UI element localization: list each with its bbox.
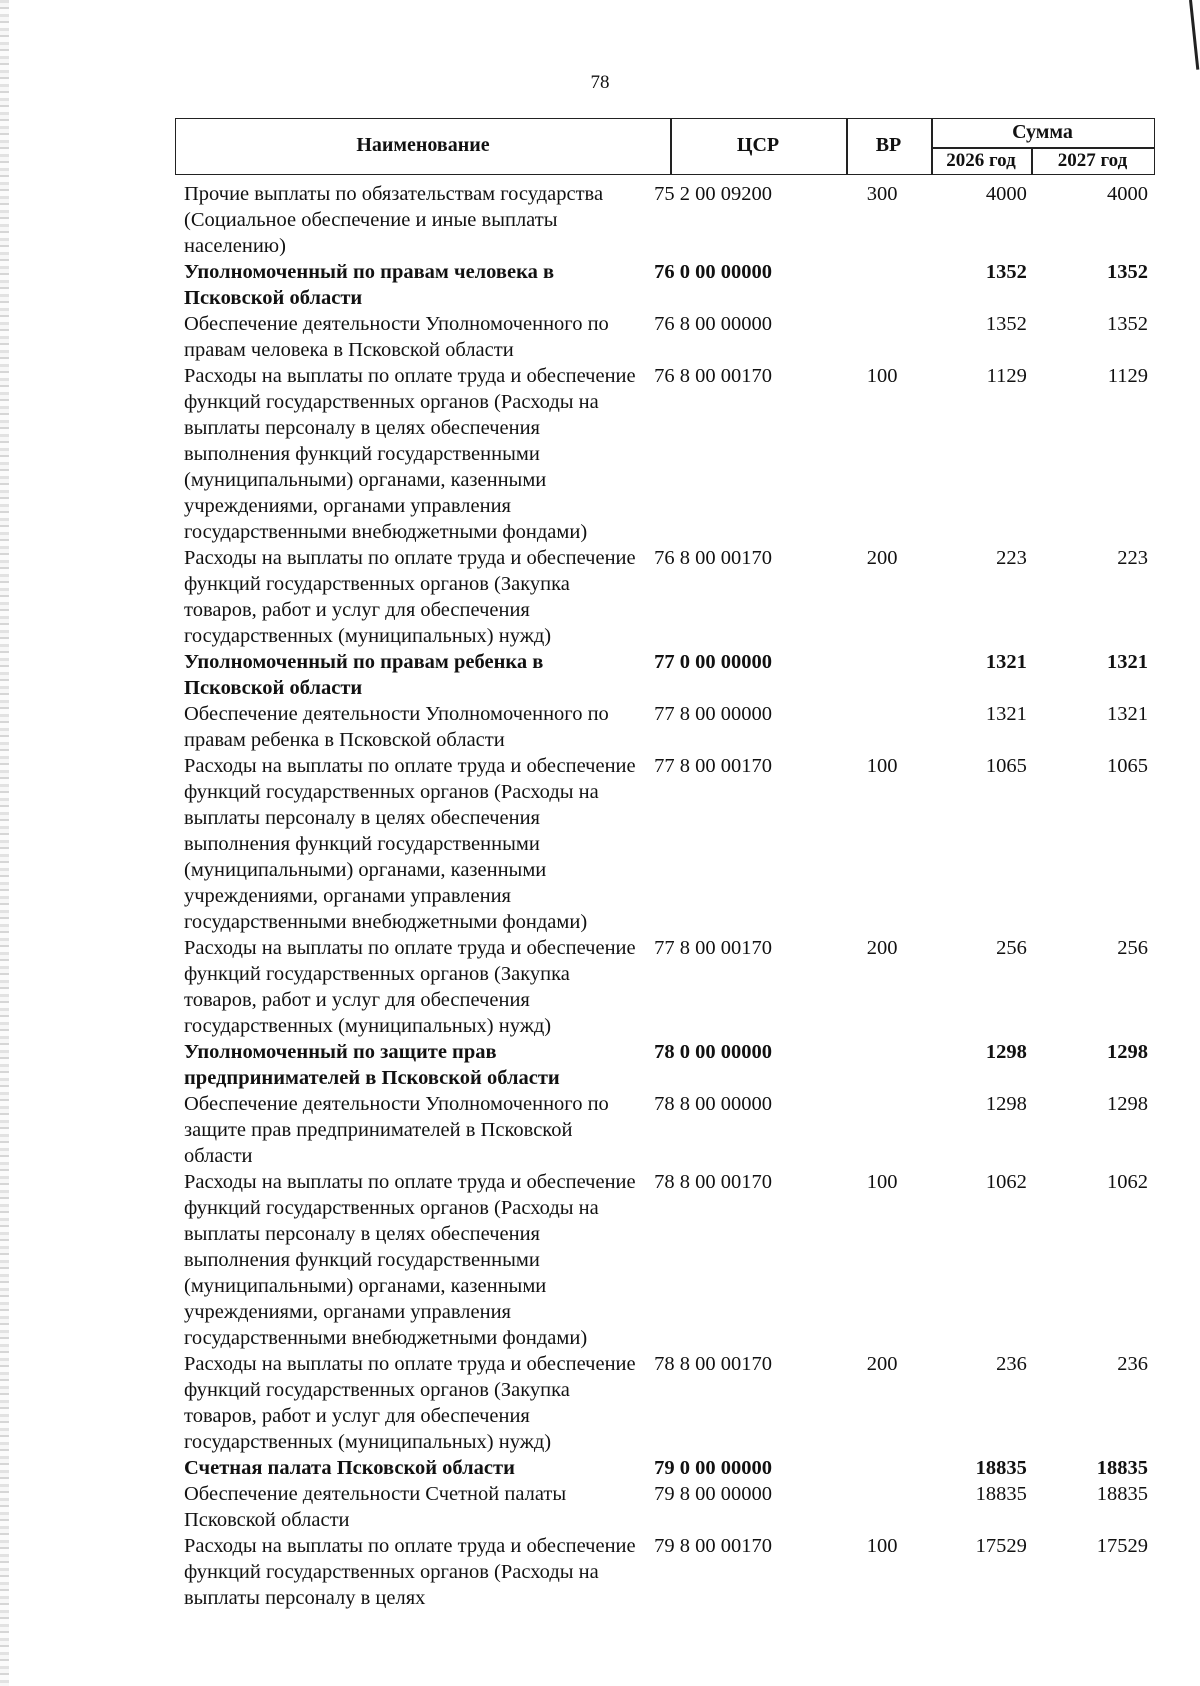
row-csr: 79 8 00 00170 bbox=[654, 1535, 772, 1557]
row-sum-2026: 18835 bbox=[975, 1457, 1027, 1479]
header-divider bbox=[931, 147, 1154, 149]
table-row bbox=[184, 311, 1148, 363]
row-csr: 76 8 00 00170 bbox=[654, 547, 772, 569]
row-csr: 76 0 00 00000 bbox=[654, 261, 772, 283]
row-sum-2027: 18835 bbox=[1096, 1457, 1148, 1479]
table-row bbox=[184, 753, 1148, 935]
row-csr: 78 8 00 00170 bbox=[654, 1353, 772, 1375]
row-csr: 79 0 00 00000 bbox=[654, 1457, 772, 1479]
table-row bbox=[184, 649, 1148, 701]
table-row bbox=[184, 1533, 1148, 1611]
row-vr: 200 bbox=[866, 547, 898, 569]
table-row bbox=[184, 363, 1148, 545]
row-sum-2026: 18835 bbox=[975, 1483, 1027, 1505]
row-sum-2027: 4000 bbox=[1107, 183, 1148, 205]
header-year-2026: 2026 год bbox=[946, 150, 1016, 171]
row-sum-2027: 1298 bbox=[1107, 1041, 1148, 1063]
header-year-2027: 2027 год bbox=[1057, 150, 1128, 171]
row-sum-2027: 1321 bbox=[1107, 651, 1148, 673]
row-sum-2026: 1352 bbox=[985, 313, 1027, 335]
row-name: Уполномоченный по защите прав предпринимателей в Псковской области bbox=[184, 1041, 560, 1089]
table-row bbox=[184, 701, 1148, 753]
table-header bbox=[175, 118, 1155, 175]
row-vr: 200 bbox=[866, 1353, 898, 1375]
row-name: Обеспечение деятельности Уполномоченного по правам человека в Псковской области bbox=[184, 313, 609, 361]
row-sum-2027: 1352 bbox=[1107, 261, 1148, 283]
row-name: Уполномоченный по правам человека в Псковской области bbox=[184, 261, 555, 309]
row-csr: 78 8 00 00170 bbox=[654, 1171, 772, 1193]
scan-edge-artifact bbox=[0, 0, 9, 1686]
row-vr: 100 bbox=[866, 755, 898, 777]
row-csr: 78 8 00 00000 bbox=[654, 1093, 772, 1115]
row-sum-2026: 223 bbox=[996, 547, 1027, 569]
page-number: 78 bbox=[590, 72, 610, 93]
row-name: Уполномоченный по правам ребенка в Псковской области bbox=[184, 651, 544, 699]
row-sum-2026: 1065 bbox=[985, 755, 1027, 777]
row-sum-2027: 18835 bbox=[1096, 1483, 1148, 1505]
row-csr: 77 8 00 00000 bbox=[654, 703, 772, 725]
row-sum-2026: 1321 bbox=[985, 703, 1027, 725]
row-csr: 79 8 00 00000 bbox=[654, 1483, 772, 1505]
row-sum-2026: 17529 bbox=[975, 1535, 1027, 1557]
header-sum: Сумма bbox=[1012, 121, 1073, 143]
budget-table-body bbox=[184, 181, 1148, 1611]
row-csr: 76 8 00 00170 bbox=[654, 365, 772, 387]
row-vr: 200 bbox=[866, 937, 898, 959]
row-name: Расходы на выплаты по оплате труда и обеспечение функций государственных органов (Расходы на выплаты персоналу в целях обеспечения выполнения функций государственными (муниципальными) органами, казенными учреждениями, органами управления государственными внебюджетными фондами) bbox=[184, 755, 636, 933]
scan-mark-artifact bbox=[1189, 0, 1199, 70]
row-csr: 75 2 00 09200 bbox=[654, 183, 772, 205]
table-row bbox=[184, 1481, 1148, 1533]
row-sum-2026: 1062 bbox=[985, 1171, 1027, 1193]
row-vr: 100 bbox=[866, 1171, 898, 1193]
row-sum-2026: 4000 bbox=[985, 183, 1027, 205]
table-row bbox=[184, 545, 1148, 649]
header-csr: ЦСР bbox=[736, 134, 780, 156]
table-row bbox=[184, 935, 1148, 1039]
row-sum-2026: 1321 bbox=[985, 651, 1027, 673]
table-row bbox=[184, 1351, 1148, 1455]
row-sum-2027: 223 bbox=[1117, 547, 1148, 569]
row-vr: 100 bbox=[866, 1535, 898, 1557]
table-row bbox=[184, 259, 1148, 311]
row-name: Расходы на выплаты по оплате труда и обеспечение функций государственных органов (Закупка товаров, работ и услуг для обеспечения государственных (муниципальных) нужд) bbox=[184, 547, 636, 647]
row-vr: 300 bbox=[866, 183, 898, 205]
row-sum-2027: 1352 bbox=[1107, 313, 1148, 335]
row-sum-2027: 236 bbox=[1117, 1353, 1148, 1375]
row-sum-2026: 256 bbox=[996, 937, 1027, 959]
row-csr: 77 8 00 00170 bbox=[654, 937, 772, 959]
row-name: Расходы на выплаты по оплате труда и обеспечение функций государственных органов (Расходы на выплаты персоналу в целях обеспечения выполнения функций государственными (муниципальными) органами, казенными учреждениями, органами управления государственными внебюджетными фондами) bbox=[184, 365, 636, 543]
row-name: Обеспечение деятельности Счетной палаты Псковской области bbox=[184, 1483, 567, 1531]
row-name: Прочие выплаты по обязательствам государства (Социальное обеспечение и иные выплаты населению) bbox=[184, 183, 604, 257]
row-sum-2026: 1298 bbox=[985, 1093, 1027, 1115]
table-row bbox=[184, 1091, 1148, 1169]
row-sum-2026: 1129 bbox=[986, 365, 1027, 387]
row-sum-2027: 17529 bbox=[1096, 1535, 1148, 1557]
row-csr: 76 8 00 00000 bbox=[654, 313, 772, 335]
table-row bbox=[184, 1169, 1148, 1351]
row-name: Обеспечение деятельности Уполномоченного по защите прав предпринимателей в Псковской области bbox=[184, 1093, 609, 1167]
row-sum-2026: 1298 bbox=[985, 1041, 1027, 1063]
row-sum-2027: 1065 bbox=[1107, 755, 1148, 777]
table-row bbox=[184, 181, 1148, 259]
table-row bbox=[184, 1455, 1148, 1481]
row-name: Счетная палата Псковской области bbox=[184, 1457, 515, 1479]
row-sum-2027: 1298 bbox=[1107, 1093, 1148, 1115]
row-sum-2027: 1062 bbox=[1107, 1171, 1148, 1193]
table-row bbox=[184, 1039, 1148, 1091]
row-name: Расходы на выплаты по оплате труда и обеспечение функций государственных органов (Закупка товаров, работ и услуг для обеспечения государственных (муниципальных) нужд) bbox=[184, 937, 636, 1037]
row-vr: 100 bbox=[866, 365, 898, 387]
row-sum-2027: 1321 bbox=[1107, 703, 1148, 725]
row-csr: 77 8 00 00170 bbox=[654, 755, 772, 777]
row-name: Расходы на выплаты по оплате труда и обеспечение функций государственных органов (Расходы на выплаты персоналу в целях bbox=[184, 1535, 636, 1609]
row-csr: 77 0 00 00000 bbox=[654, 651, 772, 673]
row-name: Обеспечение деятельности Уполномоченного по правам ребенка в Псковской области bbox=[184, 703, 609, 751]
header-vr: ВР bbox=[875, 134, 902, 156]
row-name: Расходы на выплаты по оплате труда и обеспечение функций государственных органов (Закупка товаров, работ и услуг для обеспечения государственных (муниципальных) нужд) bbox=[184, 1353, 636, 1453]
row-name: Расходы на выплаты по оплате труда и обеспечение функций государственных органов (Расходы на выплаты персоналу в целях обеспечения выполнения функций государственными (муниципальными) органами, казенными учреждениями, органами управления государственными внебюджетными фондами) bbox=[184, 1171, 636, 1349]
row-sum-2027: 256 bbox=[1117, 937, 1148, 959]
row-sum-2026: 1352 bbox=[985, 261, 1027, 283]
row-sum-2026: 236 bbox=[996, 1353, 1027, 1375]
row-sum-2027: 1129 bbox=[1107, 365, 1148, 387]
row-csr: 78 0 00 00000 bbox=[654, 1041, 772, 1063]
header-name: Наименование bbox=[356, 134, 490, 156]
